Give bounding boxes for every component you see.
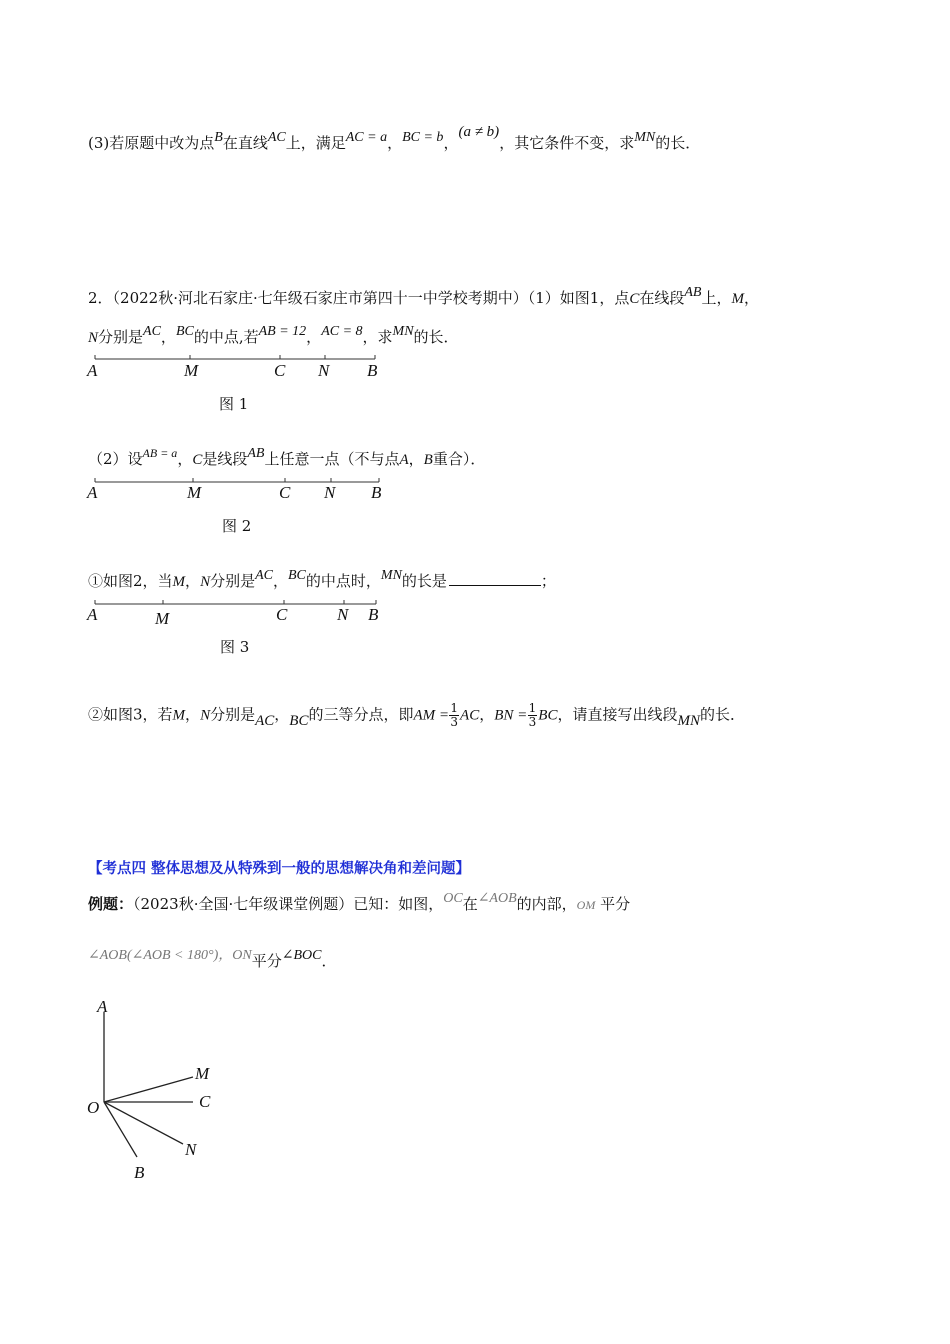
example-line2: ∠AOB(∠AOB < 180°)，ON平分∠BOC． — [88, 948, 337, 970]
fig2-label-b: B — [371, 483, 382, 502]
problem2-line2: N分别是AC，BC的中点,若AB = 12，AC = 8，求MN的长． — [88, 324, 459, 346]
problem2-line1: 2．（2022秋·河北石家庄·七年级石家庄市第四十一中学校考期中）（1）如图1，点C在线段AB上，M， — [88, 285, 760, 307]
fig3-label-a: A — [87, 605, 98, 624]
figure-2-segment — [0, 468, 950, 508]
problem2-part2: （2）设$^{AB = a}$，C是线段AB上任意一点（不与点A，B重合）． — [88, 446, 486, 468]
q3-line: (3)若原题中改为点B在直线AC上，满足AC = a，BC = b，(a ≠ b)，其它条件不变，求MN的长． — [88, 124, 701, 152]
angle-label-m: M — [195, 1064, 210, 1083]
angle-label-a: A — [97, 997, 108, 1016]
fig2-label-a: A — [87, 483, 98, 502]
fig3-label-n: N — [337, 605, 349, 624]
problem2-part2-q2: ②如图3，若M，N分别是AC，BC的三等分点，即AM = $\frac{1}{3}$ AC，BN = $\frac{1}{3}$ BC，请直接写出线段MN的长． — [88, 701, 745, 729]
angle-label-c: C — [199, 1092, 211, 1111]
fraction-one-third: $\frac{1}{3}$ — [450, 701, 459, 729]
figure-1-caption: 图 1 — [219, 395, 249, 413]
fig3-label-b: B — [368, 605, 379, 624]
problem2-part2-q1: ①如图2，当M，N分别是AC，BC的中点时，MN的长是 ； — [88, 568, 556, 590]
angle-label-n: N — [185, 1140, 197, 1159]
fig1-label-b: B — [367, 361, 378, 380]
fig1-label-a: A — [87, 361, 98, 380]
answer-blank[interactable] — [449, 571, 541, 586]
fig2-label-n: N — [324, 483, 336, 502]
figure-2-caption: 图 2 — [222, 517, 252, 535]
fraction-one-third-2: $\frac{1}{3}$ — [528, 701, 537, 729]
angle-label-o: O — [87, 1098, 100, 1117]
section-heading: 【考点四 整体思想及从特殊到一般的思想解决角和差问题】 — [88, 861, 471, 877]
figure-3-segment — [0, 590, 950, 630]
fig3-label-m: M — [155, 609, 170, 628]
fig1-label-m: M — [184, 361, 199, 380]
fig1-label-n: N — [318, 361, 330, 380]
fig3-label-c: C — [276, 605, 288, 624]
example-line1: 例题：（2023秋·全国·七年级课堂例题）已知：如图，OC在∠AOB的内部，OM 平分 — [88, 891, 631, 913]
fig1-label-c: C — [274, 361, 286, 380]
angle-figure — [0, 990, 300, 1190]
figure-3-caption: 图 3 — [220, 638, 250, 656]
angle-label-b: B — [134, 1163, 145, 1182]
figure-1-segment — [0, 345, 950, 385]
fig2-label-c: C — [279, 483, 291, 502]
point-b: B — [214, 130, 223, 145]
fig2-label-m: M — [187, 483, 202, 502]
